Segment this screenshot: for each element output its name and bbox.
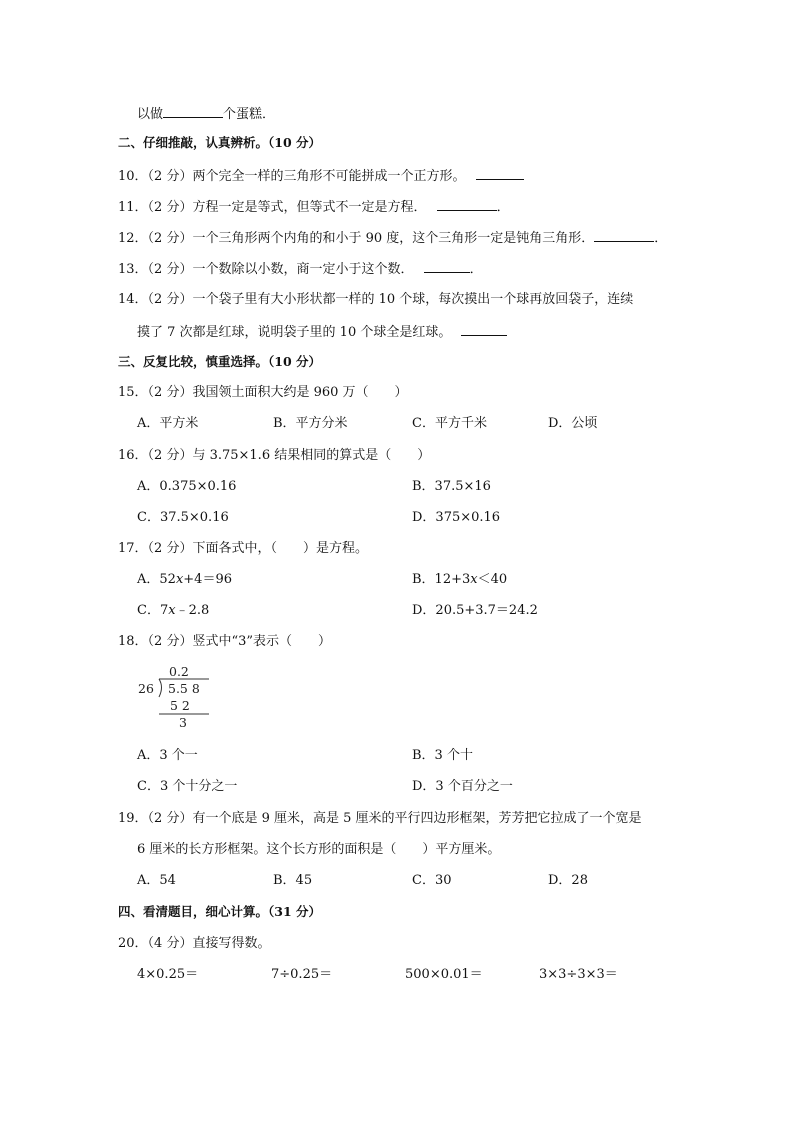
question-19-option-d[interactable]: D．28 <box>548 873 588 888</box>
division-dividend: 5.5 8 <box>168 681 200 696</box>
division-divisor: 26 <box>138 681 154 696</box>
question-13-end: ． <box>469 262 483 277</box>
question-14-line1: 14．（2 分）一个袋子里有大小形状都一样的 10 个球，每次摸出一个球再放回袋子，连续 <box>118 292 634 307</box>
answer-blank[interactable] <box>476 166 524 180</box>
question-18-option-a[interactable]: A．3 个一 <box>137 748 198 763</box>
answer-blank[interactable] <box>424 259 470 273</box>
question-19-option-b[interactable]: B．45 <box>273 873 313 888</box>
option-label: A．52 <box>137 572 176 587</box>
question-17-option-d[interactable]: D．20.5+3.7＝24.2 <box>412 603 538 618</box>
question-19-line1: 19．（2 分）有一个底是 9 厘米，高是 5 厘米的平行四边形框架，芳芳把它拉成了一个宽是 <box>118 811 642 826</box>
question-19-line2: 6 厘米的长方形框架。这个长方形的面积是（ ）平方厘米。 <box>137 842 501 857</box>
question-18-option-b[interactable]: B．3 个十 <box>412 748 473 763</box>
division-bracket <box>159 679 162 697</box>
intro-after: 个蛋糕． <box>223 107 276 122</box>
option-label: B．12+3 <box>412 572 471 587</box>
question-11-end: ． <box>496 200 510 215</box>
question-12-end: ． <box>654 231 668 246</box>
question-19-option-c[interactable]: C．30 <box>412 873 452 888</box>
question-13 <box>118 259 483 279</box>
calc-item-3: 500×0.01＝ <box>405 967 483 982</box>
question-16-option-a[interactable]: A．0.375×0.16 <box>137 479 237 494</box>
question-20: 20．（4 分）直接写得数。 <box>118 936 271 951</box>
intro-before: 以做 <box>137 107 164 122</box>
long-division-figure <box>135 661 210 731</box>
question-15-option-c[interactable]: C．平方千米 <box>412 416 487 431</box>
question-12 <box>118 228 667 248</box>
question-16-option-c[interactable]: C．37.5×0.16 <box>137 510 229 525</box>
division-remainder: 3 <box>179 715 187 730</box>
option-rest: +4＝96 <box>183 572 232 587</box>
answer-blank[interactable] <box>163 104 223 118</box>
question-17-option-c[interactable] <box>137 602 209 620</box>
question-14-line2 <box>137 322 507 342</box>
question-16: 16．（2 分）与 3.75×1.6 结果相同的算式是（ ） <box>118 448 431 463</box>
question-19-option-a[interactable]: A．54 <box>137 873 176 888</box>
answer-blank[interactable] <box>461 322 507 336</box>
option-rest: ﹣2.8 <box>175 603 210 618</box>
question-11-text: 11．（2 分）方程一定是等式，但等式不一定是方程． <box>118 200 427 215</box>
answer-blank[interactable] <box>594 228 654 242</box>
question-16-option-b[interactable]: B．37.5×16 <box>412 479 491 494</box>
variable-x: x <box>168 603 176 618</box>
division-quotient: 0.2 <box>169 664 189 679</box>
question-18-option-d[interactable]: D．3 个百分之一 <box>412 779 513 794</box>
question-10-text: 10．（2 分）两个完全一样的三角形不可能拼成一个正方形。 <box>118 169 466 184</box>
question-15-option-b[interactable]: B．平方分米 <box>273 416 348 431</box>
question-10 <box>118 166 524 186</box>
option-label: C．7 <box>137 603 169 618</box>
answer-blank[interactable] <box>437 197 497 211</box>
question-18-option-c[interactable]: C．3 个十分之一 <box>137 779 238 794</box>
calc-item-4: 3×3÷3×3＝ <box>539 967 618 982</box>
question-17-option-a[interactable] <box>137 571 232 589</box>
question-16-option-d[interactable]: D．375×0.16 <box>412 510 501 525</box>
calc-item-1: 4×0.25＝ <box>137 967 199 982</box>
calc-item-2: 7÷0.25＝ <box>271 967 333 982</box>
question-11 <box>118 197 510 217</box>
question-12-text: 12．（2 分）一个三角形两个内角的和小于 90 度，这个三角形一定是钝角三角形． <box>118 231 595 246</box>
intro-line <box>137 104 275 124</box>
section-2-heading: 二、仔细推敲，认真辨析。（10 分） <box>118 135 321 150</box>
section-4-heading: 四、看清题目，细心计算。（31 分） <box>118 904 321 919</box>
option-rest: ＜40 <box>477 572 508 587</box>
section-3-heading: 三、反复比较，慎重选择。（10 分） <box>118 354 321 369</box>
question-14-line2-text: 摸了 7 次都是红球，说明袋子里的 10 个球全是红球。 <box>137 325 452 340</box>
question-13-text: 13．（2 分）一个数除以小数，商一定小于这个数． <box>118 262 414 277</box>
question-18: 18．（2 分）竖式中“3”表示（ ） <box>118 634 332 649</box>
question-15-option-d[interactable]: D．公顷 <box>548 416 598 431</box>
question-15-option-a[interactable]: A．平方米 <box>137 416 199 431</box>
question-17: 17．（2 分）下面各式中，（ ）是方程。 <box>118 541 368 556</box>
question-15: 15．（2 分）我国领土面积大约是 960 万（ ） <box>118 385 408 400</box>
variable-x: x <box>470 572 478 587</box>
variable-x: x <box>175 572 184 587</box>
division-product: 5 2 <box>170 698 190 713</box>
question-17-option-b[interactable] <box>412 571 507 589</box>
